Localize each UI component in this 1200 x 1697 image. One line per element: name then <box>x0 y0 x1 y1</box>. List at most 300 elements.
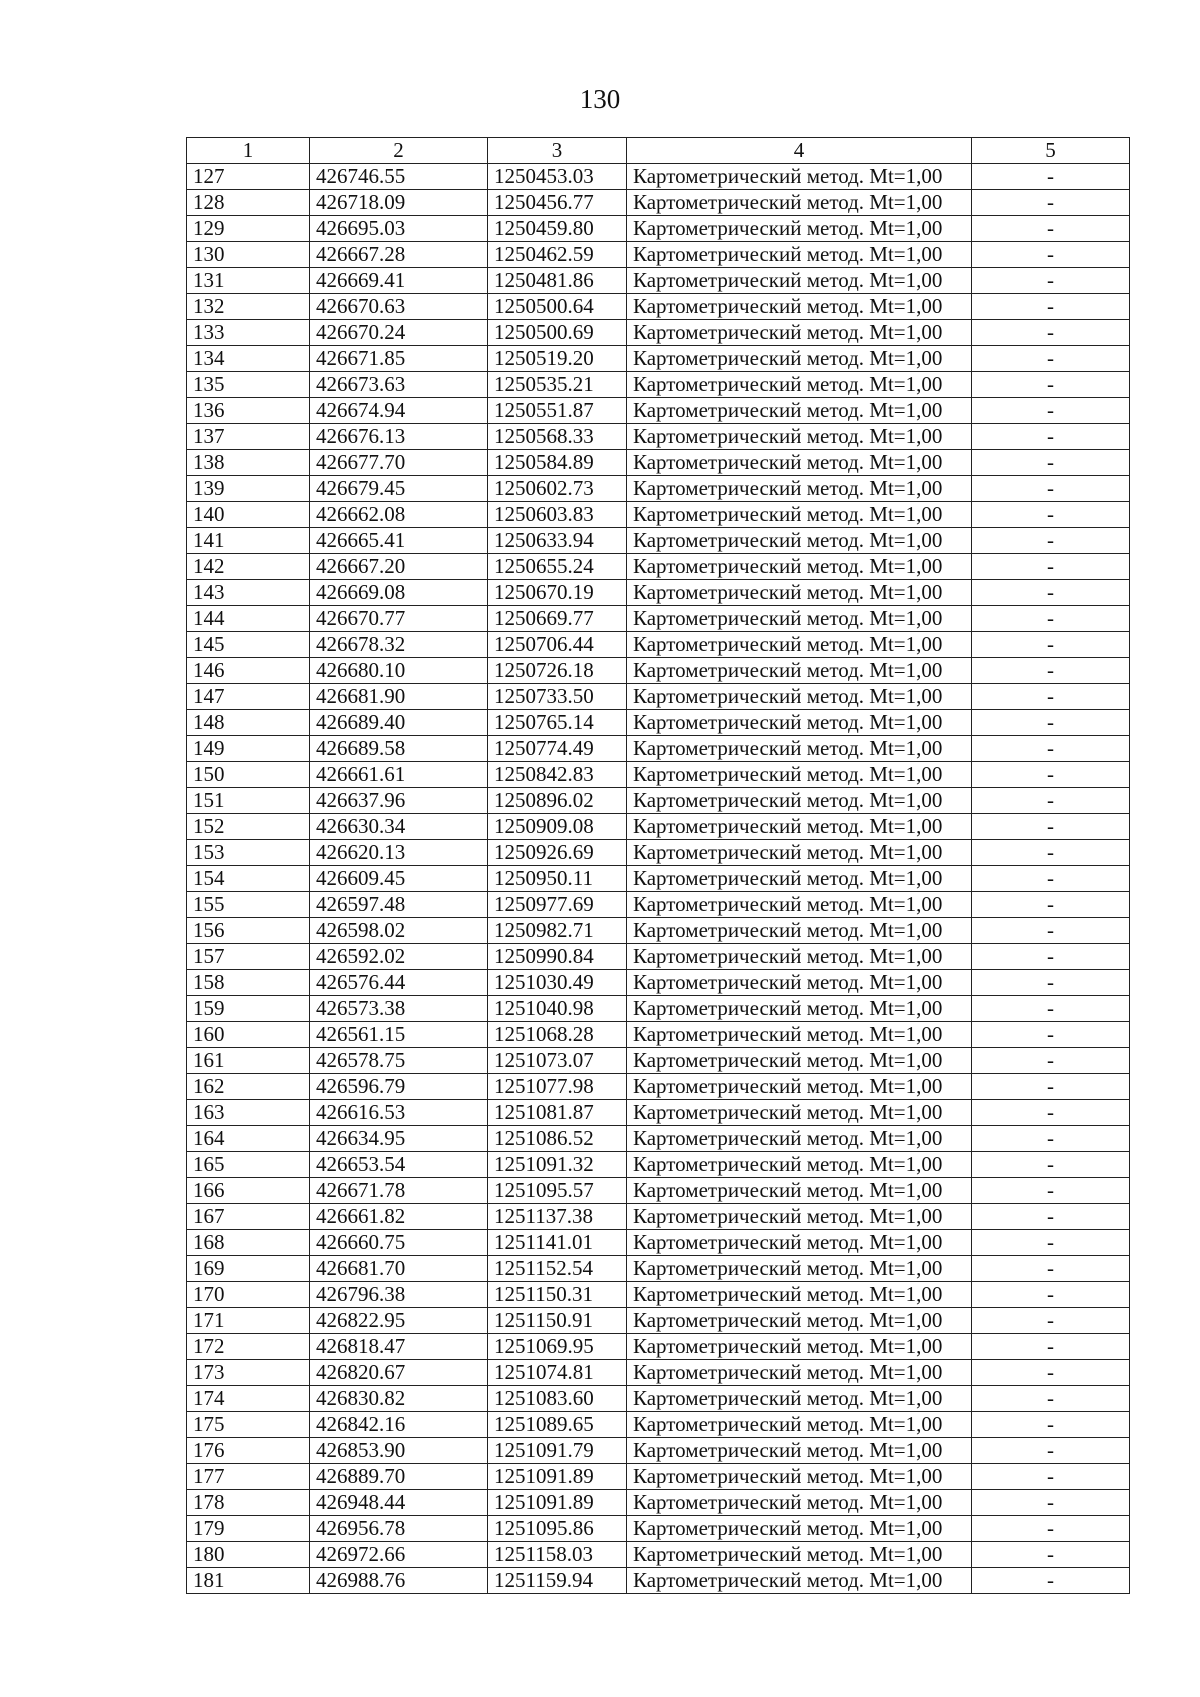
note-cell: - <box>972 788 1130 814</box>
method-cell: Картометрический метод. Mt=1,00 <box>627 372 972 398</box>
point-number-cell: 171 <box>187 1308 310 1334</box>
point-number-cell: 144 <box>187 606 310 632</box>
note-cell: - <box>972 736 1130 762</box>
x-coordinate-cell: 426681.70 <box>310 1256 488 1282</box>
point-number-cell: 135 <box>187 372 310 398</box>
note-cell: - <box>972 1204 1130 1230</box>
method-cell: Картометрический метод. Mt=1,00 <box>627 190 972 216</box>
method-cell: Картометрический метод. Mt=1,00 <box>627 1490 972 1516</box>
note-cell: - <box>972 190 1130 216</box>
note-cell: - <box>972 1282 1130 1308</box>
y-coordinate-cell: 1251086.52 <box>488 1126 627 1152</box>
point-number-cell: 153 <box>187 840 310 866</box>
table-row <box>187 1048 1130 1074</box>
y-coordinate-cell: 1251074.81 <box>488 1360 627 1386</box>
header-row <box>187 138 1130 164</box>
note-cell: - <box>972 892 1130 918</box>
x-coordinate-cell: 426679.45 <box>310 476 488 502</box>
point-number-cell: 146 <box>187 658 310 684</box>
point-number-cell: 150 <box>187 762 310 788</box>
y-coordinate-cell: 1251069.95 <box>488 1334 627 1360</box>
note-cell: - <box>972 632 1130 658</box>
note-cell: - <box>972 1360 1130 1386</box>
note-cell: - <box>972 554 1130 580</box>
method-cell: Картометрический метод. Mt=1,00 <box>627 1516 972 1542</box>
note-cell: - <box>972 476 1130 502</box>
x-coordinate-cell: 426634.95 <box>310 1126 488 1152</box>
y-coordinate-cell: 1250535.21 <box>488 372 627 398</box>
y-coordinate-cell: 1250670.19 <box>488 580 627 606</box>
method-cell: Картометрический метод. Mt=1,00 <box>627 1386 972 1412</box>
note-cell: - <box>972 944 1130 970</box>
point-number-cell: 166 <box>187 1178 310 1204</box>
x-coordinate-cell: 426746.55 <box>310 164 488 190</box>
point-number-cell: 136 <box>187 398 310 424</box>
y-coordinate-cell: 1250603.83 <box>488 502 627 528</box>
point-number-cell: 155 <box>187 892 310 918</box>
table-row <box>187 1230 1130 1256</box>
note-cell: - <box>972 710 1130 736</box>
note-cell: - <box>972 1568 1130 1594</box>
x-coordinate-cell: 426578.75 <box>310 1048 488 1074</box>
table-row <box>187 528 1130 554</box>
note-cell: - <box>972 814 1130 840</box>
table-row <box>187 788 1130 814</box>
point-number-cell: 131 <box>187 268 310 294</box>
table-row <box>187 1516 1130 1542</box>
table-row <box>187 1074 1130 1100</box>
method-cell: Картометрический метод. Mt=1,00 <box>627 580 972 606</box>
method-cell: Картометрический метод. Mt=1,00 <box>627 918 972 944</box>
x-coordinate-cell: 426592.02 <box>310 944 488 970</box>
note-cell: - <box>972 1126 1130 1152</box>
method-cell: Картометрический метод. Mt=1,00 <box>627 216 972 242</box>
method-cell: Картометрический метод. Mt=1,00 <box>627 1126 972 1152</box>
table-row <box>187 1256 1130 1282</box>
table-row <box>187 1178 1130 1204</box>
point-number-cell: 177 <box>187 1464 310 1490</box>
x-coordinate-cell: 426689.40 <box>310 710 488 736</box>
point-number-cell: 163 <box>187 1100 310 1126</box>
method-cell: Картометрический метод. Mt=1,00 <box>627 1022 972 1048</box>
x-coordinate-cell: 426678.32 <box>310 632 488 658</box>
y-coordinate-cell: 1250500.69 <box>488 320 627 346</box>
table-row <box>187 294 1130 320</box>
y-coordinate-cell: 1250568.33 <box>488 424 627 450</box>
y-coordinate-cell: 1251040.98 <box>488 996 627 1022</box>
point-number-cell: 178 <box>187 1490 310 1516</box>
point-number-cell: 175 <box>187 1412 310 1438</box>
table-row <box>187 762 1130 788</box>
method-cell: Картометрический метод. Mt=1,00 <box>627 1568 972 1594</box>
note-cell: - <box>972 346 1130 372</box>
point-number-cell: 128 <box>187 190 310 216</box>
y-coordinate-cell: 1251077.98 <box>488 1074 627 1100</box>
table-row <box>187 1100 1130 1126</box>
method-cell: Картометрический метод. Mt=1,00 <box>627 164 972 190</box>
point-number-cell: 162 <box>187 1074 310 1100</box>
table-row <box>187 216 1130 242</box>
table-row <box>187 918 1130 944</box>
note-cell: - <box>972 866 1130 892</box>
y-coordinate-cell: 1250584.89 <box>488 450 627 476</box>
coordinates-table <box>186 137 1130 1594</box>
header-cell: 2 <box>310 138 488 164</box>
x-coordinate-cell: 426671.78 <box>310 1178 488 1204</box>
x-coordinate-cell: 426653.54 <box>310 1152 488 1178</box>
point-number-cell: 180 <box>187 1542 310 1568</box>
y-coordinate-cell: 1251159.94 <box>488 1568 627 1594</box>
point-number-cell: 154 <box>187 866 310 892</box>
x-coordinate-cell: 426598.02 <box>310 918 488 944</box>
note-cell: - <box>972 294 1130 320</box>
note-cell: - <box>972 1152 1130 1178</box>
table-row <box>187 242 1130 268</box>
x-coordinate-cell: 426669.08 <box>310 580 488 606</box>
y-coordinate-cell: 1251095.57 <box>488 1178 627 1204</box>
method-cell: Картометрический метод. Mt=1,00 <box>627 944 972 970</box>
method-cell: Картометрический метод. Mt=1,00 <box>627 736 972 762</box>
method-cell: Картометрический метод. Mt=1,00 <box>627 1308 972 1334</box>
table-row <box>187 1490 1130 1516</box>
y-coordinate-cell: 1250706.44 <box>488 632 627 658</box>
x-coordinate-cell: 426616.53 <box>310 1100 488 1126</box>
note-cell: - <box>972 372 1130 398</box>
point-number-cell: 127 <box>187 164 310 190</box>
table-row <box>187 1022 1130 1048</box>
y-coordinate-cell: 1251141.01 <box>488 1230 627 1256</box>
header-cell: 5 <box>972 138 1130 164</box>
x-coordinate-cell: 426597.48 <box>310 892 488 918</box>
method-cell: Картометрический метод. Mt=1,00 <box>627 1178 972 1204</box>
table-row <box>187 164 1130 190</box>
x-coordinate-cell: 426561.15 <box>310 1022 488 1048</box>
method-cell: Картометрический метод. Mt=1,00 <box>627 1204 972 1230</box>
x-coordinate-cell: 426889.70 <box>310 1464 488 1490</box>
table-row <box>187 1204 1130 1230</box>
x-coordinate-cell: 426718.09 <box>310 190 488 216</box>
point-number-cell: 148 <box>187 710 310 736</box>
note-cell: - <box>972 1464 1130 1490</box>
y-coordinate-cell: 1250896.02 <box>488 788 627 814</box>
y-coordinate-cell: 1250977.69 <box>488 892 627 918</box>
note-cell: - <box>972 658 1130 684</box>
table-row <box>187 1464 1130 1490</box>
point-number-cell: 174 <box>187 1386 310 1412</box>
point-number-cell: 145 <box>187 632 310 658</box>
method-cell: Картометрический метод. Mt=1,00 <box>627 866 972 892</box>
x-coordinate-cell: 426689.58 <box>310 736 488 762</box>
method-cell: Картометрический метод. Mt=1,00 <box>627 840 972 866</box>
method-cell: Картометрический метод. Mt=1,00 <box>627 346 972 372</box>
x-coordinate-cell: 426822.95 <box>310 1308 488 1334</box>
method-cell: Картометрический метод. Mt=1,00 <box>627 684 972 710</box>
table-body <box>187 164 1130 1594</box>
point-number-cell: 173 <box>187 1360 310 1386</box>
x-coordinate-cell: 426667.28 <box>310 242 488 268</box>
note-cell: - <box>972 424 1130 450</box>
x-coordinate-cell: 426609.45 <box>310 866 488 892</box>
point-number-cell: 134 <box>187 346 310 372</box>
table-row <box>187 372 1130 398</box>
note-cell: - <box>972 398 1130 424</box>
point-number-cell: 168 <box>187 1230 310 1256</box>
note-cell: - <box>972 216 1130 242</box>
note-cell: - <box>972 528 1130 554</box>
y-coordinate-cell: 1250950.11 <box>488 866 627 892</box>
table-row <box>187 1386 1130 1412</box>
table-row <box>187 710 1130 736</box>
note-cell: - <box>972 840 1130 866</box>
method-cell: Картометрический метод. Mt=1,00 <box>627 710 972 736</box>
note-cell: - <box>972 1516 1130 1542</box>
x-coordinate-cell: 426676.13 <box>310 424 488 450</box>
table-row <box>187 970 1130 996</box>
y-coordinate-cell: 1250551.87 <box>488 398 627 424</box>
x-coordinate-cell: 426670.77 <box>310 606 488 632</box>
method-cell: Картометрический метод. Mt=1,00 <box>627 424 972 450</box>
note-cell: - <box>972 268 1130 294</box>
table-row <box>187 190 1130 216</box>
method-cell: Картометрический метод. Mt=1,00 <box>627 1542 972 1568</box>
method-cell: Картометрический метод. Mt=1,00 <box>627 996 972 1022</box>
y-coordinate-cell: 1251150.31 <box>488 1282 627 1308</box>
note-cell: - <box>972 580 1130 606</box>
note-cell: - <box>972 1334 1130 1360</box>
method-cell: Картометрический метод. Mt=1,00 <box>627 476 972 502</box>
point-number-cell: 139 <box>187 476 310 502</box>
note-cell: - <box>972 1386 1130 1412</box>
table-row <box>187 554 1130 580</box>
x-coordinate-cell: 426956.78 <box>310 1516 488 1542</box>
point-number-cell: 129 <box>187 216 310 242</box>
note-cell: - <box>972 1438 1130 1464</box>
method-cell: Картометрический метод. Mt=1,00 <box>627 1048 972 1074</box>
point-number-cell: 149 <box>187 736 310 762</box>
method-cell: Картометрический метод. Mt=1,00 <box>627 294 972 320</box>
table-row <box>187 580 1130 606</box>
method-cell: Картометрический метод. Mt=1,00 <box>627 554 972 580</box>
x-coordinate-cell: 426637.96 <box>310 788 488 814</box>
y-coordinate-cell: 1251083.60 <box>488 1386 627 1412</box>
note-cell: - <box>972 918 1130 944</box>
x-coordinate-cell: 426680.10 <box>310 658 488 684</box>
method-cell: Картометрический метод. Mt=1,00 <box>627 658 972 684</box>
x-coordinate-cell: 426830.82 <box>310 1386 488 1412</box>
note-cell: - <box>972 450 1130 476</box>
method-cell: Картометрический метод. Mt=1,00 <box>627 788 972 814</box>
method-cell: Картометрический метод. Mt=1,00 <box>627 632 972 658</box>
y-coordinate-cell: 1250733.50 <box>488 684 627 710</box>
method-cell: Картометрический метод. Mt=1,00 <box>627 892 972 918</box>
table-row <box>187 632 1130 658</box>
note-cell: - <box>972 1256 1130 1282</box>
x-coordinate-cell: 426818.47 <box>310 1334 488 1360</box>
table-row <box>187 1542 1130 1568</box>
point-number-cell: 167 <box>187 1204 310 1230</box>
note-cell: - <box>972 1048 1130 1074</box>
note-cell: - <box>972 242 1130 268</box>
point-number-cell: 165 <box>187 1152 310 1178</box>
note-cell: - <box>972 1490 1130 1516</box>
y-coordinate-cell: 1250669.77 <box>488 606 627 632</box>
point-number-cell: 130 <box>187 242 310 268</box>
y-coordinate-cell: 1250519.20 <box>488 346 627 372</box>
method-cell: Картометрический метод. Mt=1,00 <box>627 1334 972 1360</box>
table-row <box>187 606 1130 632</box>
method-cell: Картометрический метод. Mt=1,00 <box>627 1282 972 1308</box>
method-cell: Картометрический метод. Mt=1,00 <box>627 1464 972 1490</box>
x-coordinate-cell: 426972.66 <box>310 1542 488 1568</box>
table-row <box>187 268 1130 294</box>
y-coordinate-cell: 1250459.80 <box>488 216 627 242</box>
method-cell: Картометрический метод. Mt=1,00 <box>627 1412 972 1438</box>
y-coordinate-cell: 1251081.87 <box>488 1100 627 1126</box>
table-row <box>187 658 1130 684</box>
point-number-cell: 159 <box>187 996 310 1022</box>
method-cell: Картометрический метод. Mt=1,00 <box>627 970 972 996</box>
table-row <box>187 1152 1130 1178</box>
table-row <box>187 892 1130 918</box>
point-number-cell: 147 <box>187 684 310 710</box>
x-coordinate-cell: 426677.70 <box>310 450 488 476</box>
method-cell: Картометрический метод. Mt=1,00 <box>627 1438 972 1464</box>
table-row <box>187 814 1130 840</box>
method-cell: Картометрический метод. Mt=1,00 <box>627 1152 972 1178</box>
method-cell: Картометрический метод. Mt=1,00 <box>627 502 972 528</box>
note-cell: - <box>972 1074 1130 1100</box>
method-cell: Картометрический метод. Mt=1,00 <box>627 1360 972 1386</box>
point-number-cell: 170 <box>187 1282 310 1308</box>
point-number-cell: 172 <box>187 1334 310 1360</box>
method-cell: Картометрический метод. Mt=1,00 <box>627 814 972 840</box>
y-coordinate-cell: 1250453.03 <box>488 164 627 190</box>
method-cell: Картометрический метод. Mt=1,00 <box>627 450 972 476</box>
point-number-cell: 161 <box>187 1048 310 1074</box>
point-number-cell: 158 <box>187 970 310 996</box>
x-coordinate-cell: 426670.63 <box>310 294 488 320</box>
table-row <box>187 1438 1130 1464</box>
note-cell: - <box>972 606 1130 632</box>
note-cell: - <box>972 164 1130 190</box>
point-number-cell: 176 <box>187 1438 310 1464</box>
header-cell: 4 <box>627 138 972 164</box>
method-cell: Картометрический метод. Mt=1,00 <box>627 242 972 268</box>
y-coordinate-cell: 1251073.07 <box>488 1048 627 1074</box>
y-coordinate-cell: 1250842.83 <box>488 762 627 788</box>
x-coordinate-cell: 426661.61 <box>310 762 488 788</box>
table-row <box>187 1568 1130 1594</box>
point-number-cell: 137 <box>187 424 310 450</box>
y-coordinate-cell: 1250926.69 <box>488 840 627 866</box>
table-row <box>187 1360 1130 1386</box>
y-coordinate-cell: 1250500.64 <box>488 294 627 320</box>
method-cell: Картометрический метод. Mt=1,00 <box>627 320 972 346</box>
header-cell: 1 <box>187 138 310 164</box>
table-row <box>187 866 1130 892</box>
point-number-cell: 132 <box>187 294 310 320</box>
x-coordinate-cell: 426661.82 <box>310 1204 488 1230</box>
table-row <box>187 346 1130 372</box>
table-row <box>187 736 1130 762</box>
table-row <box>187 1308 1130 1334</box>
x-coordinate-cell: 426820.67 <box>310 1360 488 1386</box>
table-row <box>187 1126 1130 1152</box>
point-number-cell: 156 <box>187 918 310 944</box>
y-coordinate-cell: 1251095.86 <box>488 1516 627 1542</box>
x-coordinate-cell: 426988.76 <box>310 1568 488 1594</box>
method-cell: Картометрический метод. Mt=1,00 <box>627 1074 972 1100</box>
y-coordinate-cell: 1250774.49 <box>488 736 627 762</box>
header-cell: 3 <box>488 138 627 164</box>
x-coordinate-cell: 426695.03 <box>310 216 488 242</box>
y-coordinate-cell: 1251158.03 <box>488 1542 627 1568</box>
y-coordinate-cell: 1250633.94 <box>488 528 627 554</box>
note-cell: - <box>972 970 1130 996</box>
x-coordinate-cell: 426576.44 <box>310 970 488 996</box>
point-number-cell: 169 <box>187 1256 310 1282</box>
note-cell: - <box>972 502 1130 528</box>
y-coordinate-cell: 1250990.84 <box>488 944 627 970</box>
table-row <box>187 996 1130 1022</box>
y-coordinate-cell: 1250982.71 <box>488 918 627 944</box>
y-coordinate-cell: 1250602.73 <box>488 476 627 502</box>
point-number-cell: 157 <box>187 944 310 970</box>
x-coordinate-cell: 426671.85 <box>310 346 488 372</box>
note-cell: - <box>972 320 1130 346</box>
y-coordinate-cell: 1251137.38 <box>488 1204 627 1230</box>
y-coordinate-cell: 1251150.91 <box>488 1308 627 1334</box>
x-coordinate-cell: 426673.63 <box>310 372 488 398</box>
y-coordinate-cell: 1250726.18 <box>488 658 627 684</box>
x-coordinate-cell: 426665.41 <box>310 528 488 554</box>
point-number-cell: 181 <box>187 1568 310 1594</box>
y-coordinate-cell: 1251030.49 <box>488 970 627 996</box>
x-coordinate-cell: 426620.13 <box>310 840 488 866</box>
x-coordinate-cell: 426674.94 <box>310 398 488 424</box>
table-row <box>187 424 1130 450</box>
table-row <box>187 476 1130 502</box>
note-cell: - <box>972 1412 1130 1438</box>
y-coordinate-cell: 1250909.08 <box>488 814 627 840</box>
method-cell: Картометрический метод. Mt=1,00 <box>627 268 972 294</box>
method-cell: Картометрический метод. Mt=1,00 <box>627 762 972 788</box>
method-cell: Картометрический метод. Mt=1,00 <box>627 398 972 424</box>
y-coordinate-cell: 1251091.79 <box>488 1438 627 1464</box>
y-coordinate-cell: 1251091.89 <box>488 1464 627 1490</box>
method-cell: Картометрический метод. Mt=1,00 <box>627 528 972 554</box>
point-number-cell: 140 <box>187 502 310 528</box>
x-coordinate-cell: 426660.75 <box>310 1230 488 1256</box>
point-number-cell: 152 <box>187 814 310 840</box>
method-cell: Картометрический метод. Mt=1,00 <box>627 1230 972 1256</box>
table-row <box>187 450 1130 476</box>
point-number-cell: 179 <box>187 1516 310 1542</box>
table-row <box>187 684 1130 710</box>
note-cell: - <box>972 1100 1130 1126</box>
x-coordinate-cell: 426662.08 <box>310 502 488 528</box>
method-cell: Картометрический метод. Mt=1,00 <box>627 606 972 632</box>
x-coordinate-cell: 426681.90 <box>310 684 488 710</box>
y-coordinate-cell: 1250462.59 <box>488 242 627 268</box>
x-coordinate-cell: 426669.41 <box>310 268 488 294</box>
y-coordinate-cell: 1251091.89 <box>488 1490 627 1516</box>
y-coordinate-cell: 1250456.77 <box>488 190 627 216</box>
page-number: 130 <box>579 84 621 114</box>
x-coordinate-cell: 426596.79 <box>310 1074 488 1100</box>
point-number-cell: 138 <box>187 450 310 476</box>
point-number-cell: 133 <box>187 320 310 346</box>
